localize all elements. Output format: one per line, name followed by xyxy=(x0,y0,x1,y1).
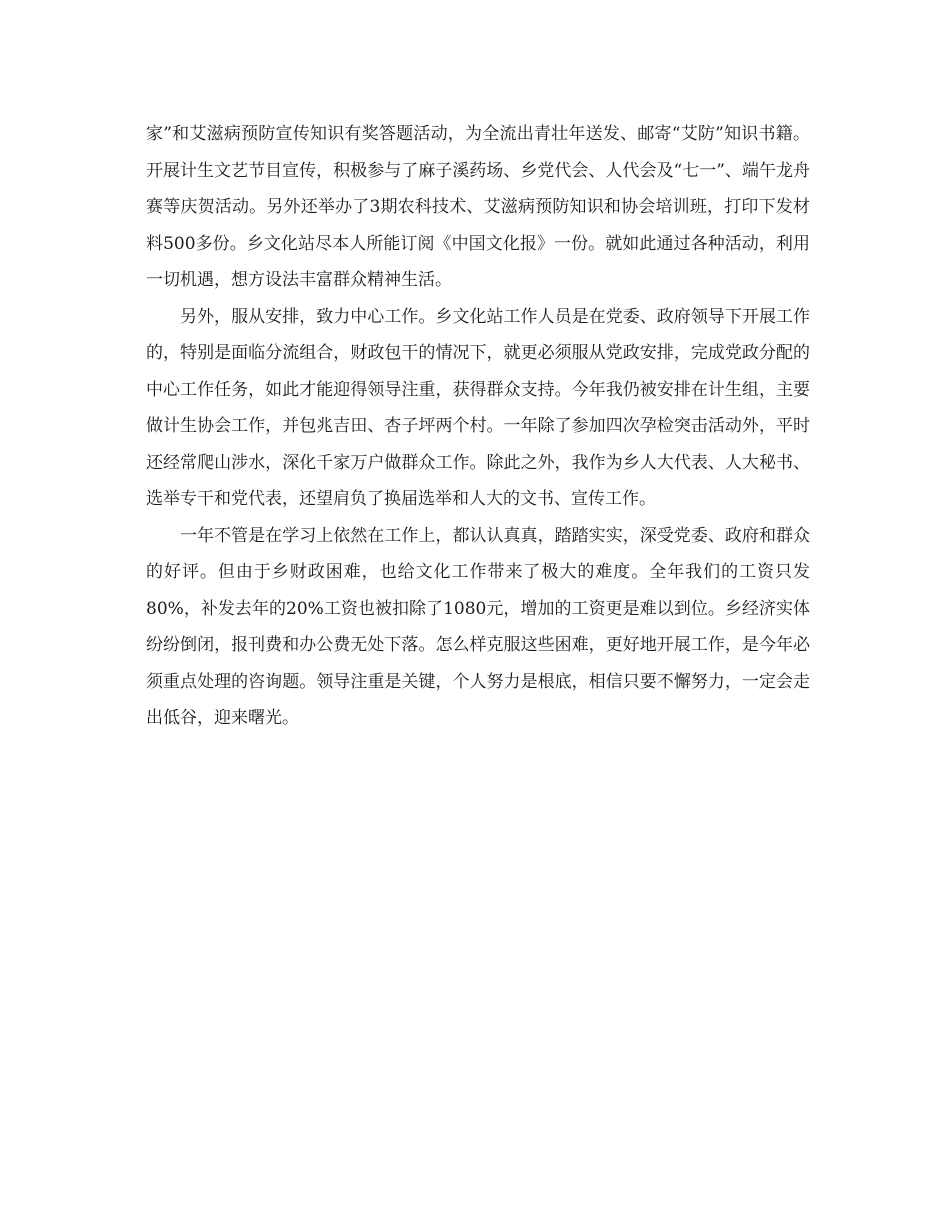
paragraph-year-summary: 一年不管是在学习上依然在工作上，都认认真真，踏踏实实，深受党委、政府和群众的好评。但由于乡财政困难，也给文化工作带来了极大的难度。全年我们的工资只发80%，补发去年的20%工资也被扣除了1080元，增加的工资更是难以到位。乡经济实体纷纷倒闭，报刊费和办公费无处下落。怎么样克服这些困难，更好地开展工作，是今年必须重点处理的咨询题。领导注重是关键，个人努力是根底，相信只要不懈努力，一定会走出低谷，迎来曙光。 xyxy=(146,525,810,728)
paragraph-central-work: 另外，服从安排，致力中心工作。乡文化站工作人员是在党委、政府领导下开展工作的，特别是面临分流组合，财政包干的情况下，就更必须服从党政安排，完成党政分配的中心工作任务，如此才能迎得领导注重，获得群众支持。今年我仍被安排在计生组，主要做计生协会工作，并包兆吉田、杏子坪两个村。一年除了参加四次孕检突击活动外，平时还经常爬山涉水，深化千家万户做群众工作。除此之外，我作为乡人大代表、人大秘书、选举专干和党代表，还望肩负了换届选举和人大的文书、宣传工作。 xyxy=(146,306,810,509)
paragraph-continued: 家”和艾滋病预防宣传知识有奖答题活动，为全流出青壮年送发、邮寄“艾防”知识书籍。开展计生文艺节目宣传，积极参与了麻子溪药场、乡党代会、人代会及“七一”、端午龙舟赛等庆贺活动。另外还举办了3期农科技术、艾滋病预防知识和协会培训班，打印下发材料500多份。乡文化站尽本人所能订阅《中国文化报》一份。就如此通过各种活动，利用一切机遇，想方设法丰富群众精神生活。 xyxy=(146,124,810,290)
document-body xyxy=(146,116,810,737)
